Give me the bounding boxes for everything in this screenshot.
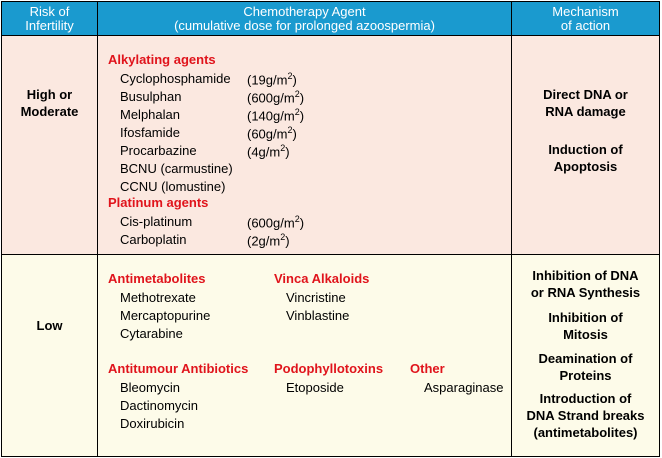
alkylating-drug-name: Cyclophosphamide [120,71,231,86]
low-risk-label: Low [36,318,63,333]
high-mech-line1: Direct DNA or [543,87,628,102]
low-mech-line3: Inhibition of [548,310,623,325]
antitumour-title: Antitumour Antibiotics [108,361,249,376]
alkylating-drug-name: BCNU (carmustine) [120,161,233,176]
alkylating-drug-dose: $(140g/m^2)$ [247,107,305,124]
other-title: Other [410,361,445,376]
antimetabolite-item: Cytarabine [120,326,183,341]
podophyllotoxins-title: Podophyllotoxins [274,361,384,376]
alkylating-drug-dose: $(600g/m^2)$ [247,89,305,106]
platinum-drug-name: Carboplatin [120,232,187,247]
alkylating-title: Alkylating agents [108,52,216,67]
high-mech-line4: Apoptosis [553,159,618,174]
antimetabolite-item: Methotrexate [120,290,196,305]
header-agent-line1: Chemotherapy Agent [243,4,366,19]
alkylating-drug-name: Busulphan [120,89,182,104]
antitumour-item: Doxirubicin [120,416,185,431]
header-mech-line1: Mechanism [552,4,619,19]
header-risk-cell [2,2,98,36]
high-mech-cell [512,36,659,255]
low-mech-line8: DNA Strand breaks [526,408,645,423]
low-mech-line4: Mitosis [563,327,608,342]
low-mech-line5: Deamination of [538,351,633,366]
alkylating-drug-name: Procarbazine [120,143,197,158]
alkylating-drug-dose: $(19g/m^2)$ [247,71,297,88]
alkylating-drug-name: Ifosfamide [120,125,180,140]
platinum-drug-dose: $(2g/m^2)$ [247,232,290,249]
low-mech-line6: Proteins [559,368,612,383]
platinum-title: Platinum agents [108,195,209,210]
header-mech-line2: of action [560,18,611,33]
platinum-drug-name: Cis-platinum [120,214,193,229]
podophyllotoxin-item: Etoposide [286,380,344,395]
infertility-table [1,1,660,457]
vinca-title: Vinca Alkaloids [274,271,370,286]
platinum-drug-dose: $(600g/m^2)$ [247,214,305,231]
high-risk-cell [2,36,98,255]
antitumour-item: Bleomycin [120,380,180,395]
low-risk-cell [2,255,98,456]
alkylating-drug-dose: $(4g/m^2)$ [247,143,290,160]
low-mech-line2: or RNA Synthesis [530,285,641,300]
header-agent-line2: (cumulative dose for prolonged azoospermia) [174,18,435,33]
alkylating-drug-name: CCNU (lomustine) [120,179,226,194]
high-risk-line2: Moderate [20,104,79,119]
high-mech-line2: RNA damage [545,104,626,119]
alkylating-drug-name: Melphalan [120,107,180,122]
header-risk-line1: Risk of [29,4,70,19]
other-item: Asparaginase [424,380,504,395]
antitumour-item: Dactinomycin [120,398,199,413]
high-risk-line1: High or [26,87,73,102]
low-agent-cell [98,255,512,456]
header-agent-cell [98,2,512,36]
antimetabolite-item: Mercaptopurine [120,308,211,323]
high-agent-cell [98,36,512,255]
antimetabolites-title: Antimetabolites [108,271,206,286]
low-mech-line9: (antimetabolites) [533,425,638,440]
low-mech-cell [512,255,659,456]
low-mech-line1: Inhibition of DNA [532,268,639,283]
alkylating-drug-dose: $(60g/m^2)$ [247,125,297,142]
vinca-item: Vincristine [286,290,346,305]
header-mech-cell [512,2,659,36]
low-mech-line7: Introduction of [539,391,632,406]
header-risk-line2: Infertility [25,18,74,33]
vinca-item: Vinblastine [286,308,350,323]
high-mech-line3: Induction of [548,142,623,157]
